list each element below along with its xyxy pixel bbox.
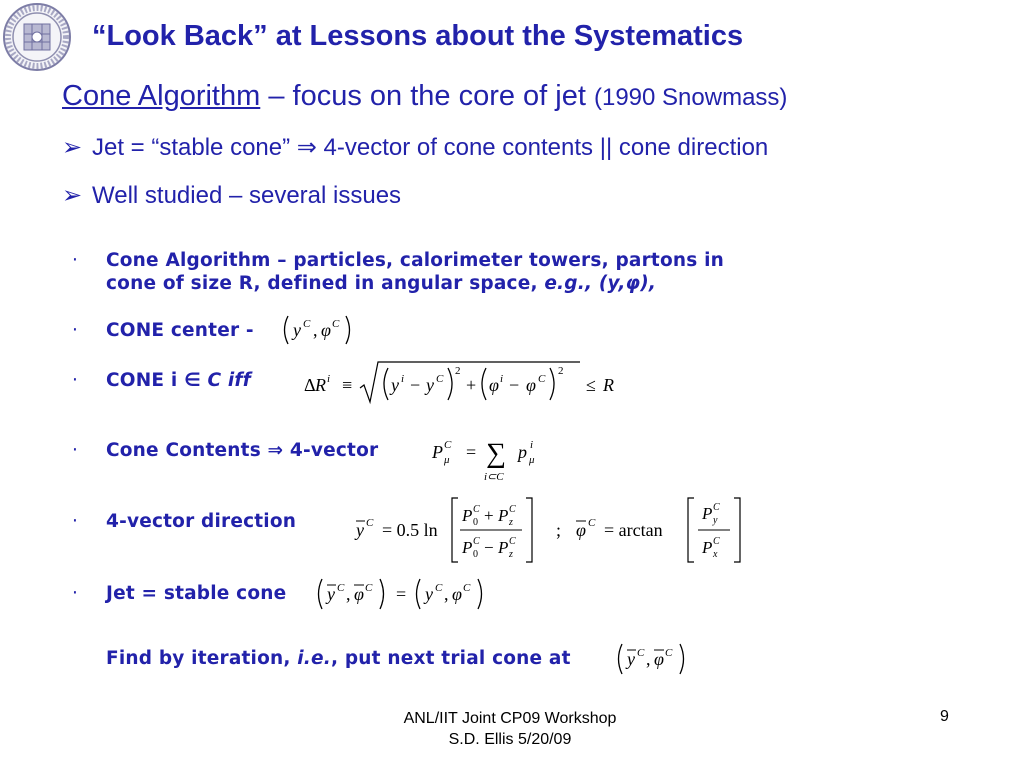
footer-line-1: ANL/IIT Joint CP09 Workshop — [403, 710, 617, 727]
bullet-text: CONE center - — [106, 320, 254, 341]
bullet-cone-contents — [72, 440, 378, 461]
svg-text:C: C — [435, 582, 443, 594]
svg-text:x: x — [713, 549, 718, 560]
svg-text:P: P — [462, 538, 473, 557]
svg-text:R: R — [315, 375, 326, 395]
footer-line-2: S.D. Ellis 5/20/09 — [448, 731, 572, 748]
svg-text:P: P — [432, 442, 443, 462]
svg-text:+: + — [466, 375, 477, 395]
svg-text:C: C — [365, 582, 373, 594]
svg-text:y: y — [327, 584, 335, 604]
svg-text:,: , — [646, 649, 651, 669]
svg-text:i⊂C: i⊂C — [484, 471, 504, 483]
svg-text:P: P — [498, 538, 509, 557]
svg-text:,: , — [313, 320, 318, 340]
bullet-text: 4-vector direction — [106, 511, 297, 532]
svg-text:,: , — [346, 584, 351, 604]
svg-text:P: P — [462, 506, 473, 525]
bullet-text: Cone Contents ⇒ 4-vector — [106, 440, 379, 461]
svg-text:R: R — [603, 375, 614, 395]
svg-text:−: − — [509, 375, 520, 395]
svg-text:0: 0 — [473, 517, 478, 528]
bullet-cone-membership — [72, 370, 251, 391]
svg-text:C: C — [588, 517, 596, 529]
arrow-bullet-icon: ➢ — [62, 182, 83, 209]
svg-text:C: C — [332, 318, 340, 330]
equation-cone-condition — [300, 356, 630, 406]
bullet-dot: · — [72, 370, 79, 391]
svg-text:;: ; — [556, 520, 562, 540]
svg-text:φ: φ — [654, 649, 664, 669]
bullet-stable-cone — [72, 583, 286, 604]
svg-text:i: i — [530, 439, 534, 451]
equation-stable-cone — [314, 576, 494, 612]
svg-text:= arctan: = arctan — [604, 520, 663, 540]
svg-text:y: y — [713, 515, 718, 526]
subtitle-small: (1990 Snowmass) — [593, 84, 788, 111]
svg-text:μ: μ — [444, 454, 450, 466]
svg-text:i: i — [327, 373, 331, 385]
bullet-dot: · — [72, 250, 79, 271]
bullet-text: CONE i — [106, 370, 185, 391]
svg-text:φ: φ — [489, 375, 499, 395]
svg-text:∑: ∑ — [486, 438, 506, 469]
svg-text:C: C — [473, 504, 480, 515]
bullet-cone-center — [72, 320, 254, 341]
svg-text:2: 2 — [558, 365, 564, 377]
bullet-eg: e.g. — [544, 273, 585, 294]
svg-text:2: 2 — [455, 365, 461, 377]
arrow-item-1 — [62, 133, 768, 162]
svg-text:μ: μ — [529, 454, 535, 466]
slide-footer — [360, 708, 660, 750]
svg-text:z: z — [509, 549, 513, 560]
svg-text:C: C — [713, 502, 720, 513]
find-text-post: , put next trial cone at — [331, 648, 571, 669]
svg-text:y: y — [356, 520, 364, 540]
subtitle-underlined: Cone Algorithm — [62, 80, 261, 112]
svg-text:C: C — [665, 647, 673, 659]
bullet-text: Jet = stable cone — [106, 583, 287, 604]
svg-text:C: C — [444, 439, 452, 451]
equation-4vector-direction — [350, 494, 750, 566]
slide-subtitle — [62, 80, 787, 113]
svg-text:C: C — [366, 517, 374, 529]
svg-text:φ: φ — [576, 520, 586, 540]
svg-text:C: C — [303, 318, 311, 330]
bullet-tail: , (y,φ), — [584, 273, 657, 294]
arrow-bullet-icon: ➢ — [62, 134, 83, 161]
svg-text:C: C — [509, 536, 516, 547]
find-text: Find by iteration, — [106, 648, 298, 669]
bullet-text: cone of size R, defined in angular space, — [106, 273, 545, 294]
svg-text:φ: φ — [526, 375, 536, 395]
svg-text:φ: φ — [452, 584, 462, 604]
equation-trial-cone — [614, 641, 698, 677]
equation-cone-center — [280, 313, 362, 347]
bullet-4vector-direction — [72, 511, 296, 532]
bullet-cone-algorithm — [72, 250, 724, 271]
svg-text:C: C — [473, 536, 480, 547]
arrow-item-2 — [62, 181, 401, 210]
svg-text:y: y — [627, 649, 635, 669]
svg-text:−: − — [410, 375, 421, 395]
bullet-text: Cone Algorithm – particles, calorimeter towers, partons in — [106, 250, 724, 271]
page-number: 9 — [940, 708, 949, 725]
slide-title: “Look Back” at Lessons about the Systematics — [92, 20, 744, 52]
svg-text:Δ: Δ — [304, 375, 316, 395]
subtitle-text: – focus on the core of jet — [260, 80, 594, 112]
svg-text:p: p — [518, 442, 527, 462]
svg-text:y: y — [391, 375, 399, 395]
find-ie: i.e. — [297, 648, 331, 669]
svg-text:C: C — [509, 504, 516, 515]
svg-text:+: + — [484, 506, 494, 525]
svg-text:P: P — [702, 538, 713, 557]
svg-text:=: = — [396, 584, 407, 604]
svg-text:i: i — [401, 373, 405, 385]
arrow-item-text: Jet = “stable cone” ⇒ 4-vector of cone contents || cone direction — [92, 134, 769, 161]
find-by-iteration-line — [106, 648, 571, 669]
svg-text:C: C — [463, 582, 471, 594]
svg-text:−: − — [484, 538, 494, 557]
svg-text:y: y — [426, 375, 434, 395]
svg-text:P: P — [498, 506, 509, 525]
svg-text:C: C — [637, 647, 645, 659]
svg-text:0: 0 — [473, 549, 478, 560]
svg-text:z: z — [509, 517, 513, 528]
svg-text:y: y — [425, 584, 433, 604]
bullet-text-italic: ∈ C iff — [184, 370, 251, 391]
svg-text:=: = — [466, 442, 477, 462]
svg-text:φ: φ — [321, 320, 331, 340]
bullet-cone-algorithm-cont — [106, 273, 656, 294]
bullet-dot: · — [72, 583, 79, 604]
svg-text:,: , — [444, 584, 449, 604]
arrow-item-text: Well studied – several issues — [92, 182, 402, 209]
bullet-dot: · — [72, 440, 79, 461]
svg-text:C: C — [337, 582, 345, 594]
bullet-dot: · — [72, 320, 79, 341]
svg-text:φ: φ — [354, 584, 364, 604]
equation-cone-contents — [428, 430, 558, 486]
university-seal-icon — [2, 2, 72, 72]
svg-text:C: C — [713, 536, 720, 547]
svg-text:C: C — [538, 373, 546, 385]
bullet-dot: · — [72, 511, 79, 532]
svg-text:C: C — [436, 373, 444, 385]
svg-text:≡: ≡ — [342, 375, 353, 395]
svg-text:y: y — [293, 320, 301, 340]
svg-text:P: P — [702, 504, 713, 523]
svg-text:≤: ≤ — [586, 375, 596, 395]
svg-text:= 0.5 ln: = 0.5 ln — [382, 520, 438, 540]
svg-text:i: i — [500, 373, 504, 385]
